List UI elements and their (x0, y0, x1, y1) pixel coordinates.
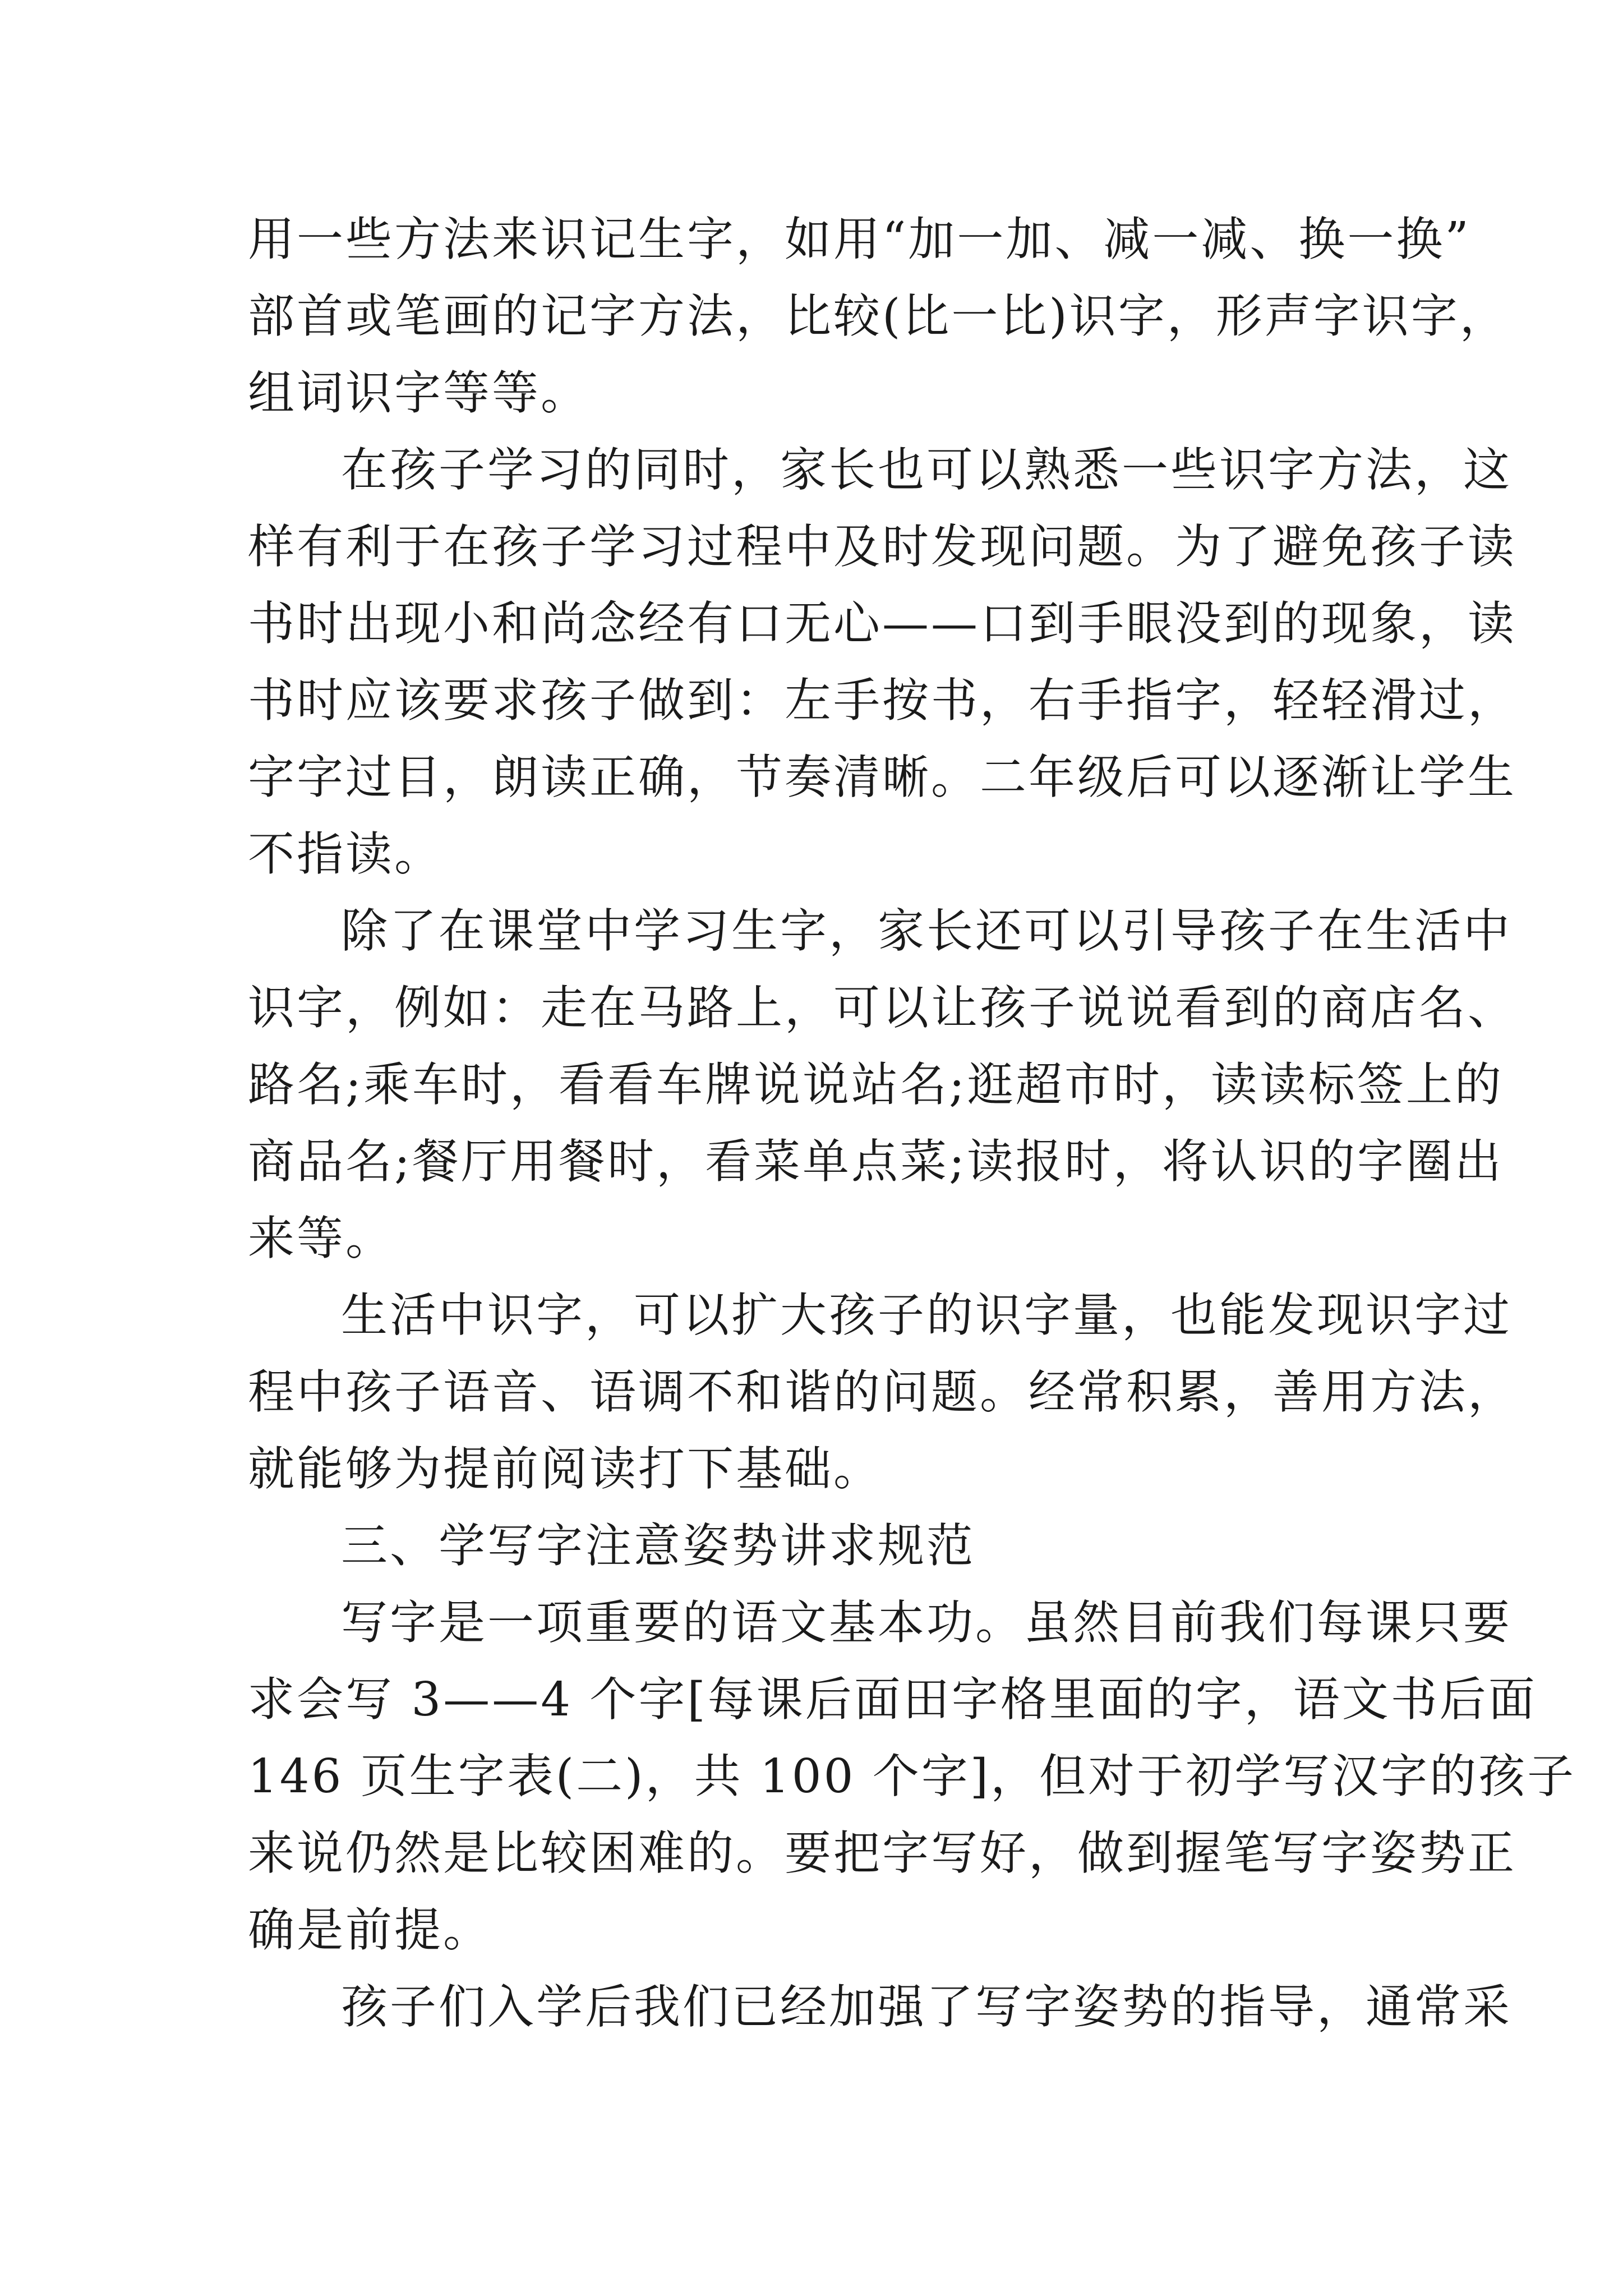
text-line: 来等。 (248, 1211, 394, 1266)
paragraph (248, 1507, 1386, 1584)
text-line: 字字过目，朗读正确，节奏清晰。二年级后可以逐渐让学生 (248, 750, 1516, 804)
text-line: 书时应该要求孩子做到：左手按书，右手指字，轻轻滑过， (248, 673, 1516, 728)
text-line: 用一些方法来识记生字，如用“加一加、减一减、换一换” (248, 212, 1471, 266)
text-line: 就能够为提前阅读打下基础。 (248, 1442, 882, 1496)
text-line: 求会写 3——4 个字[每课后面田字格里面的字，语文书后面 (248, 1672, 1537, 1727)
text-line: 确是前提。 (248, 1903, 492, 1957)
text-line: 识字，例如：走在马路上，可以让孩子说说看到的商店名、 (248, 981, 1516, 1035)
paragraph (248, 1968, 1512, 2045)
text-line: 在孩子学习的同时，家长也可以熟悉一些识字方法，这 (341, 443, 1512, 497)
text-line: 不指读。 (248, 827, 443, 881)
paragraph (248, 892, 1516, 1277)
text-line: 生活中识字，可以扩大孩子的识字量，也能发现识字过 (341, 1288, 1512, 1342)
text-line: 路名;乘车时，看看车牌说说站名;逛超市时，读读标签上的 (248, 1057, 1504, 1112)
paragraph (248, 1584, 1576, 1968)
text-line: 除了在课堂中学习生字，家长还可以引导孩子在生活中 (341, 904, 1512, 958)
text-line: 写字是一项重要的语文基本功。虽然目前我们每课只要 (341, 1595, 1512, 1650)
text-line: 部首或笔画的记字方法，比较(比一比)识字，形声字识字， (248, 289, 1509, 343)
text-line: 146 页生字表(二)，共 100 个字]，但对于初学写汉字的孩子 (248, 1749, 1576, 1803)
paragraph (248, 1277, 1516, 1507)
text-line: 三、学写字注意姿势讲求规范 (341, 1519, 975, 1573)
text-line: 程中孩子语音、语调不和谐的问题。经常积累，善用方法， (248, 1365, 1516, 1419)
paragraph (248, 431, 1516, 892)
document-body (248, 201, 1576, 2045)
text-line: 孩子们入学后我们已经加强了写字姿势的指导，通常采 (341, 1980, 1512, 2034)
text-line: 书时出现小和尚念经有口无心——口到手眼没到的现象，读 (248, 596, 1516, 651)
text-line: 商品名;餐厅用餐时，看菜单点菜;读报时，将认识的字圈出 (248, 1134, 1504, 1189)
paragraph (248, 201, 1509, 431)
text-line: 来说仍然是比较困难的。要把字写好，做到握笔写字姿势正 (248, 1826, 1516, 1880)
text-line: 组词识字等等。 (248, 366, 589, 420)
text-line: 样有利于在孩子学习过程中及时发现问题。为了避免孩子读 (248, 519, 1516, 574)
